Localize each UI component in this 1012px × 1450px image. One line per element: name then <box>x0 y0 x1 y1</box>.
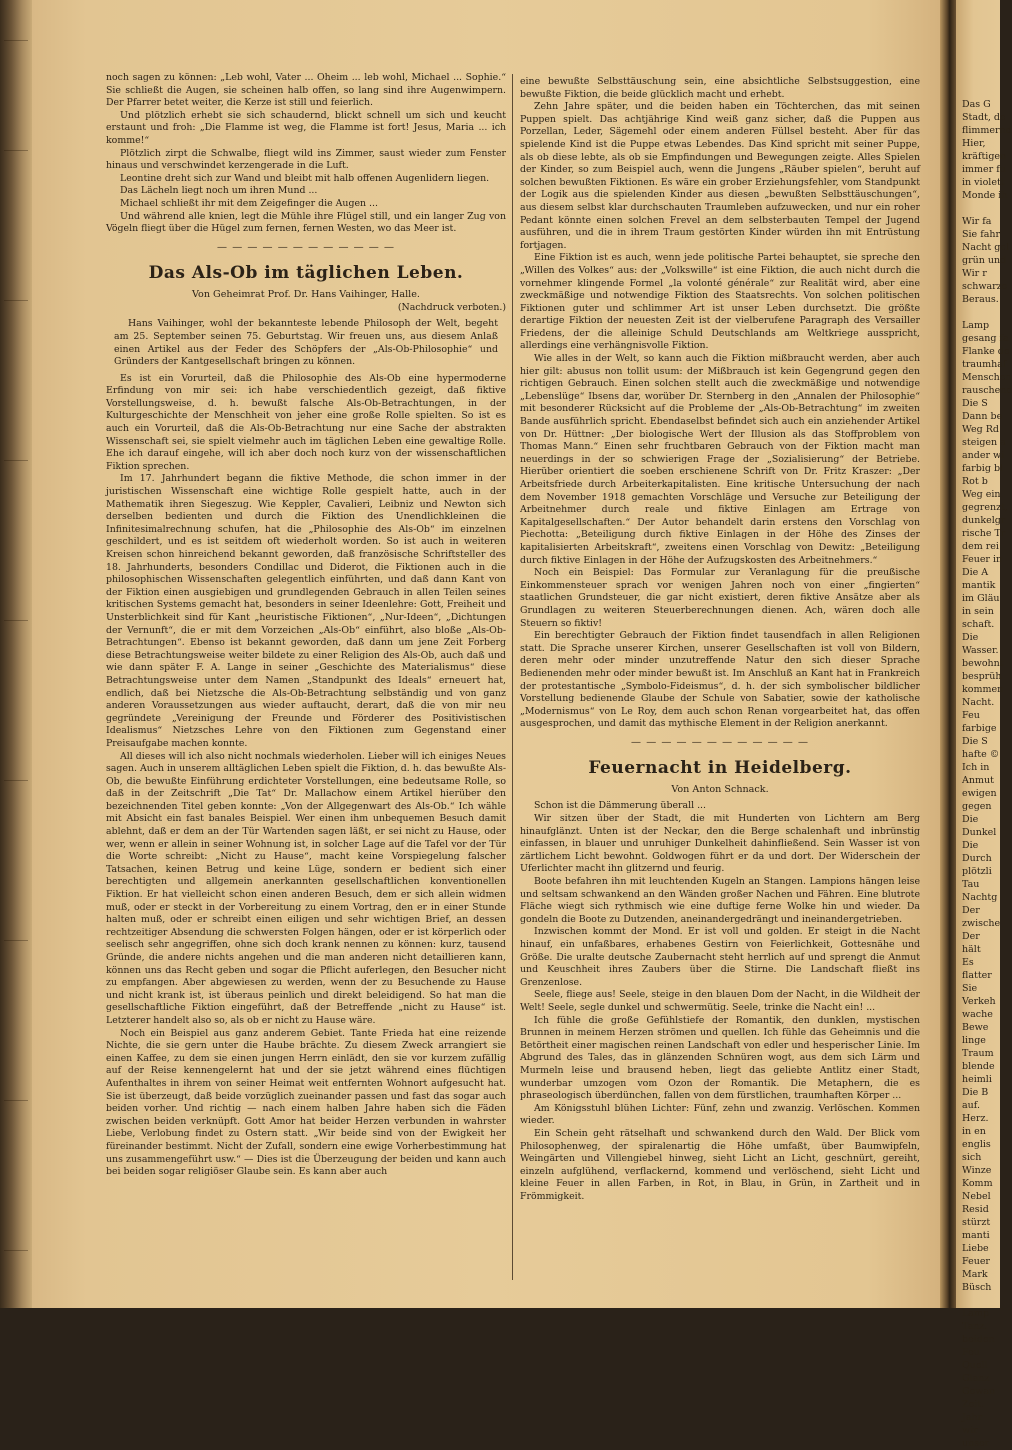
adjacent-page-text-fragment: Die B <box>962 1087 989 1098</box>
paragraph: Und plötzlich erhebt sie sich schaudernd, blickt schnell um sich und keucht erstaunt und froh: „Die Flamme ist weg, die Flamme ist fort! Jesus, Maria ... ich komme!“ <box>106 109 506 146</box>
adjacent-page-text-fragment: flatter <box>962 970 992 981</box>
adjacent-page-text-fragment: steigen a <box>962 437 1006 448</box>
section-separator: — — — — — — — — — — — — <box>217 241 395 253</box>
right-column <box>520 76 920 1286</box>
adjacent-page-text-fragment: Sie fahr <box>962 229 1001 240</box>
adjacent-page-text-fragment: gegen <box>962 801 992 812</box>
adjacent-page-text-fragment: Glanz <box>962 1373 990 1384</box>
adjacent-page-text-fragment: Ich in <box>962 762 990 773</box>
adjacent-page-text-fragment: unser <box>962 1438 990 1449</box>
article-body <box>520 800 920 1203</box>
adjacent-page-text-fragment: Lamp <box>962 320 990 331</box>
adjacent-page-text-fragment: Anmut <box>962 775 994 786</box>
article-body <box>106 373 506 1179</box>
adjacent-page-text-fragment: Büsch <box>962 1282 992 1293</box>
paragraph: Im 17. Jahrhundert begann die fiktive Methode, die schon immer in der juristischen Wissenschaft eine wichtige Rolle gespielt hatte, auch in der Mathematik ihren Siegeszug. Wie Keppler, Cavalieri, Leibniz und Newton sich derselben bedienten und durch die Fiktion des Unendlichkleinen die Infinitesimalrechnung schufen, hat die „Philosophie des Als-Ob“ im einzelnen geschildert, und es ist seitdem oft wiederholt worden. So ist auch in weiteren Kreisen schon hinreichend bekannt geworden, daß französische Schriftsteller des 18. Jahrhunderts, besonders Condillac und Diderot, die Fiktionen auch in die philosophischen Wissenschaften gelegentlich einführten, und daß dann Kant von der Fiktion einen ausgiebigen und grundlegenden Gebrauch in allen Teilen seines kritischen Systems gemacht hat, besonders in seiner Ideenlehre: Gott, Freiheit und Unsterblichkeit sind für Kant „heuristische Fiktionen“, „Nur-Ideen“, „Dichtungen der Vernunft“, die er mit dem Vorzeichen „Als-Ob“ einführt, also bloße „Als-Ob-Betrachtungen“. Ebenso ist bekannt geworden, daß dann um jene Zeit Forberg diese Betrachtungsweise weiter bildete zu einer Religion des Als-Ob, auch daß und wie dann später F. A. Lange in seiner „Geschichte des Materialismus“ diese Betrachtungsweise unter dem Namen „Standpunkt des Ideals“ erneuert hat, endlich, daß bei Nietzsche die Als-Ob-Betrachtung selbständig und von ganz anderen Voraussetzungen aus wieder auftaucht, derart, daß die von mir neu gegründete „Vereinigung der Freunde und Förderer des Positivistischen Idealismus“ Nietzsches Lehre von den Fiktionen zum Gegenstand einer Preisaufgabe machen konnte. <box>106 473 506 749</box>
paragraph: Inzwischen kommt der Mond. Er ist voll und golden. Er steigt in die Nacht hinauf, ein unfaßbares, erhabenes Gestirn von Feierlichkeit, Gottesnähe und Größe. Die uralte deutsche Zaubernacht steht herrlich auf und sprengt die Anmut und Keuschheit ihres Zaubers über die Stirne. Die Landschaft fließt ins Grenzenlose. <box>520 926 920 988</box>
adjacent-page-text-fragment: ander wi <box>962 450 1005 461</box>
adjacent-page-text-fragment: Menschen <box>962 372 1012 383</box>
paragraph: Ich fühle die große Gefühlstiefe der Romantik, den dunklen, mystischen Brunnen in meinem Herzen strömen und quellen. Ich fühle das Geheimnis und die Betörtheit einer magischen reinen Landschaft von edler und hesperischer Linie. Im Abgrund des Tales, das in glänzenden Schnüren wogt, aus dem sich Lärm und Murmeln leise und brausend heben, liegt das geliebte Antlitz einer Stadt, wunderbar umzogen vom Ozon der Romantik. Die Metaphern, die es phraseologisch überdünchen, fallen von dem fürstlichen, traumhaften Körper ... <box>520 1014 920 1102</box>
adjacent-page-text-fragment: flimmernd <box>962 125 1012 136</box>
adjacent-page-text-fragment: Der <box>962 931 980 942</box>
article-headline: Das Als-Ob im täglichen Leben. <box>148 263 464 284</box>
adjacent-page-text-fragment: immer fu <box>962 164 1006 175</box>
paragraph: Wir sitzen über der Stadt, die mit Hunderten von Lichtern am Berg hinaufglänzt. Unten ist der Neckar, den die Berge schalenhaft und inbrünstig einfassen, in blauer und unruhiger Dunkelheit dahinfließend. Sein Wasser ist von zärtlichem Licht bewohnt. Goldwogen führt er da und dort. Der Widerschein der Uferlichter macht ihn glitzernd und feurig. <box>520 813 920 875</box>
paragraph: Eine Fiktion ist es auch, wenn jede politische Partei behauptet, sie spreche den „Willen des Volkes“ aus: der „Volkswille“ ist eine Fiktion, die auch nicht durch die vornehmer klingende Formel „la volonté générale“ zur Realität wird, aber eine zweckmäßige und notwendige Fiktion des Staatsrechts. Von solchen politischen Fiktionen guter und schlimmer Art ist unser Leben durchsetzt. Die größte derartige Fiktion der neuesten Zeit ist der vielberufene Paragraph des Versailler Friedens, der die alleinige Schuld Deutschlands am Weltkriege ausspricht, allerdings eine verhängnisvolle Fiktion. <box>520 252 920 352</box>
adjacent-page-text-fragment: Tau <box>962 879 980 890</box>
paragraph: Schon ist die Dämmerung überall ... <box>534 800 707 812</box>
adjacent-page-text-fragment: Der <box>962 905 980 916</box>
adjacent-page-text-fragment: im Gläu <box>962 593 1000 604</box>
adjacent-page-text-fragment: Die S <box>962 736 988 747</box>
adjacent-page-text-fragment: Nebel <box>962 1191 991 1202</box>
adjacent-page-text-fragment: Stadt, de <box>962 112 1006 123</box>
paragraph: Noch ein Beispiel: Das Formular zur Veranlagung für die preußische Einkommensteuer sprach vor wenigen Jahren noch von einer „fingierten“ staatlichen Grundsteuer, die gar nicht existiert, deren fiktive Ansätze aber als Grundlagen zu weiteren Steuerberechnungen dienen. Ach, wären doch alle Steuern so fiktiv! <box>520 567 920 629</box>
adjacent-page-text-fragment: wache <box>962 1009 993 1020</box>
book-spine <box>0 0 32 1308</box>
adjacent-page-text-fragment: auf. <box>962 1100 980 1111</box>
adjacent-page-text-fragment: traumhaf <box>962 359 1007 370</box>
adjacent-page-text-fragment: Dann be <box>962 411 1003 422</box>
adjacent-page-text-fragment: in en <box>962 1126 986 1137</box>
section-separator: — — — — — — — — — — — — <box>631 736 809 748</box>
article-intro: Hans Vaihinger, wohl der bekannteste lebende Philosoph der Welt, begeht am 25. September seinen 75. Geburtstag. Wir freuen uns, aus diesem Anlaß einen Artikel aus der Feder des Schöpfers der „Als-Ob-Philosophie“ und Gründers der Kantgesellschaft bringen zu können. <box>114 318 498 368</box>
adjacent-page-text-fragment: Dunkel <box>962 827 997 838</box>
adjacent-page-text-fragment: Tanz. <box>962 1321 988 1332</box>
adjacent-page-text-fragment: rische Tr <box>962 528 1006 539</box>
adjacent-page-text-fragment: englis <box>962 1139 991 1150</box>
adjacent-page-text-fragment: gesang fa <box>962 333 1009 344</box>
adjacent-page-text-fragment: mantik <box>962 580 996 591</box>
adjacent-page-text-fragment: Die A <box>962 567 989 578</box>
adjacent-page-text-fragment: dem rei <box>962 541 999 552</box>
adjacent-page-text-fragment: linge <box>962 1035 986 1046</box>
adjacent-page-text-fragment: Nachtg <box>962 892 998 903</box>
adjacent-page-text-fragment: kommen <box>962 684 1004 695</box>
adjacent-page-text-fragment: hält <box>962 944 981 955</box>
paragraph: Plötzlich zirpt die Schwalbe, fliegt wild ins Zimmer, saust wieder zum Fenster hinaus und verschwindet kerzengerade in die Luft. <box>106 147 506 172</box>
adjacent-page-text-fragment: Bewe <box>962 1022 989 1033</box>
adjacent-page-text-fragment: Verkeh <box>962 996 996 1007</box>
adjacent-page-text-fragment: Hier, <box>962 138 986 149</box>
adjacent-page-text-fragment: Jahr <box>962 1412 983 1423</box>
paragraph: Leontine dreht sich zur Wand und bleibt mit halb offenen Augenlidern liegen. <box>120 172 490 184</box>
paragraph: Zehn Jahre später, und die beiden haben ein Töchterchen, das mit seinen Puppen spielt. Das achtjährige Kind weiß ganz sicher, daß die Puppen aus Porzellan, Leder, Sägemehl oder einem anderen Füllsel besteht. Aber für das spielende Kind ist die Puppe etwas Lebendes. Das Kind spricht mit seiner Puppe, als ob diese lebte, als ob sie Empfindungen und Bewegungen zeigte. Alles Spielen der Kinder, so zum Beispiel auch, wenn die Jungens „Räuber spielen“, beruht auf solchen bewußten Fiktionen. Es wäre ein grober Erziehungsfehler, vom Standpunkt der Logik aus die spielenden Kinder aus diesen „bewußten Selbsttäuschungen“, aus diesem selbst klar durchschauten Traumleben aufzuwecken, und nur ein roher Pedant könnte einen solchen Frevel an dem selbsterbauten Tempel der Jugend ausführen, und die in ihrem Traum gestörten Kinder würden ihn mit Entrüstung fortjagen. <box>520 101 920 251</box>
paragraph: Boote befahren ihn mit leuchtenden Kugeln an Stangen. Lampions hängen leise und seltsam schwankend an den Wänden großer Nachen und Fähren. Eine blutrote Fläche wiegt sich rythmisch wie eine duftige ferne Wolke hin und wieder. Da gondeln die Boote zu Dutzenden, aneinandergedrängt und ineinandergetrieben. <box>520 876 920 925</box>
paragraph: Es ist ein Vorurteil, daß die Philosophie des Als-Ob eine hypermoderne Erfindung von mir sei: ich habe verschiedentlich gezeigt, daß fiktive Vorstellungsweise, d. h. bewußt falsche Als-Ob-Betrachtungen, in der Kulturgeschichte der Menschheit von jeher eine große Rolle spielten. So ist es auch ein Vorurteil, daß die Als-Ob-Betrachtung nur eine Sache der abstrakten Wissenschaft sei, sie spielt vielmehr auch im täglichen Leben eine gewaltige Rolle. Ehe ich darauf eingehe, will ich aber doch noch kurz von der wissenschaftlichen Fiktion sprechen. <box>106 372 506 472</box>
adjacent-page-text-fragment: Rot b <box>962 476 988 487</box>
adjacent-page-text-fragment: farbige <box>962 723 997 734</box>
adjacent-page-text-fragment: schaft. <box>962 619 995 630</box>
article-byline: Von Anton Schnack. <box>671 784 769 796</box>
adjacent-page-text-fragment: wir <box>962 1425 978 1436</box>
adjacent-page-text-fragment: Herz. <box>962 1113 989 1124</box>
adjacent-page-text-fragment: Nacht gel <box>962 242 1009 253</box>
adjacent-page-text-fragment: hafte © <box>962 749 1000 760</box>
adjacent-page-text-fragment: manti <box>962 1230 990 1241</box>
paragraph: Am Königsstuhl blühen Lichter: Fünf, zehn und zwanzig. Verlöschen. Kommen wieder. <box>520 1102 920 1127</box>
adjacent-page-text-fragment: in violett <box>962 177 1005 188</box>
adjacent-page-text-fragment: blende <box>962 1061 995 1072</box>
paragraph: eine bewußte Selbsttäuschung sein, eine absichtliche Selbstsuggestion, eine bewußte Fiktion, die beide glücklich macht und erhebt. <box>520 76 920 100</box>
left-column <box>106 72 506 1282</box>
adjacent-page-text-fragment: ewigen <box>962 788 997 799</box>
adjacent-page-text-fragment: Das G <box>962 99 991 110</box>
article-headline: Feuernacht in Heidelberg. <box>588 758 852 779</box>
adjacent-page-text-fragment: schwarze <box>962 281 1008 292</box>
article-byline: Von Geheimrat Prof. Dr. Hans Vaihinger, Halle. <box>192 289 420 301</box>
adjacent-page-text-fragment: Die <box>962 814 979 825</box>
adjacent-page-text-fragment: Weg Rd <box>962 424 999 435</box>
adjacent-page-text-fragment: Feu <box>962 710 980 721</box>
paragraph: noch sagen zu können: „Leb wohl, Vater ... Oheim ... leb wohl, Michael ... Sophie.“ Sie schließt die Augen, sie scheinen halb offen, so lang sind ihre Augenwimpern. Der Pfarrer betet weiter, die Kerze ist still und feierlich. <box>106 72 506 109</box>
adjacent-page-text-fragment: beiden <box>962 1334 995 1345</box>
adjacent-page-text-fragment: rauschend <box>962 385 1012 396</box>
adjacent-page-text-fragment: Wir r <box>962 268 987 279</box>
adjacent-page-text-fragment: Nacht. <box>962 697 995 708</box>
adjacent-page-text-fragment: Die <box>962 840 979 851</box>
adjacent-page-text-fragment: bewohnt <box>962 658 1004 669</box>
adjacent-page-text-fragment: Monde ih <box>962 190 1008 201</box>
paragraph: Michael schließt ihr mit dem Zeigefinger die Augen ... <box>120 197 378 209</box>
paragraph: Wie alles in der Welt, so kann auch die Fiktion mißbraucht werden, aber auch hier gilt: abusus non tollit usum: der Mißbrauch ist kein Gegengrund gegen den richtigen Gebrauch. Einen solchen stellt auch die zweckmäßige und notwendige „Lebenslüge“ Ibsens dar, worüber Dr. Sternberg in den „Annalen der Philosophie“ mit besonderer Rücksicht auf die Probleme der „Als-Ob-Betrachtung“ im zweiten Bande ausführlich spricht. Ebendaselbst befindet sich auch ein anziehender Artikel von Dr. Hüttner: „Der biologische Wert der Illusion als das Stoffproblem von Thomas Mann.“ Einen sehr fruchtbaren Gebrauch von der Fiktion macht man neuerdings in der so schwierigen Frage der „Sozialisierung“ der Betriebe. Hierüber orientiert die soeben erschienene Schrift von Dr. Fritz Kraszer: „Der Arbeitsfriede durch Arbeiterkapitalisten. Eine kritische Untersuchung der nach dem November 1918 gemachten Vorschläge und Versuche zur Beteiligung der Arbeitnehmer durch reale und fiktive Einlagen am Ertrage von Kapitalgesellschaften.“ Der Autor behandelt darin erstens den Vorschlag von Piechotta: „Beteiligung durch fiktive Einlagen in der Höhe des Zinses der kapitalisierten Arbeitskraft“, zweitens einen Vorschlag von Dewitz: „Beteiligung durch fiktive Einlagen in der Höhe der Aufzugskosten des Arbeitnehmers.“ <box>520 353 920 566</box>
reprint-note: (Nachdruck verboten.) <box>397 302 506 314</box>
adjacent-page-text-fragment: Gewan <box>962 1386 996 1397</box>
adjacent-page-text-fragment: Lamp <box>962 1308 990 1319</box>
page-gutter <box>940 0 956 1308</box>
adjacent-page-text-fragment: Winze <box>962 1165 992 1176</box>
adjacent-page-text-fragment: grün und <box>962 255 1007 266</box>
adjacent-page-text-fragment: plötzli <box>962 866 992 877</box>
adjacent-page-text-fragment: dunkelgr <box>962 515 1006 526</box>
adjacent-page-text-fragment: Es <box>962 957 974 968</box>
adjacent-page-text-fragment: Resid <box>962 1204 989 1215</box>
adjacent-page-text-fragment: Die S <box>962 398 988 409</box>
adjacent-page-text-fragment: Flanke de <box>962 346 1010 357</box>
adjacent-page-text-fragment: besprüh <box>962 671 1002 682</box>
paragraph: Noch ein Beispiel aus ganz anderem Gebiet. Tante Frieda hat eine reizende Nichte, die sie gern unter die Haube brächte. Zu diesem Zweck arrangiert sie einen Kaffee, zu dem sie einen jungen Herrn einlädt, den sie vor kurzem zufällig auf der Reise kennengelernt hat und der sie jetzt während eines flüchtigen Aufenthaltes in ihrem von seiner Heimat weit entfernten Wohnort aufgesucht hat. Sie ist überzeugt, daß beide vorzüglich zueinander passen und fast das sogar auch beiden vorher. Und richtig — nach einem halben Jahre haben sich die Fäden zwischen beiden verknüpft. Gott Amor hat beider Herzen verbunden in wahrster Liebe, Verlobung findet zu Ostern statt. „Wir beide sind von der Ewigkeit her füreinander bestimmt. Nicht der Zufall, sondern eine ewige Vorherbestimmung hat uns zusammengeführt usw.“ — Dies ist die Überzeugung der beiden und kann auch bei beiden sogar religiöser Glaube sein. Es kann aber auch <box>106 1027 506 1178</box>
column-divider <box>512 74 513 1280</box>
adjacent-page-text-fragment: zwische <box>962 918 1001 929</box>
adjacent-page-text-fragment: Traum <box>962 1048 994 1059</box>
adjacent-page-text-fragment: sich <box>962 1152 982 1163</box>
adjacent-page-text-fragment: Liebe <box>962 1243 989 1254</box>
adjacent-page-text-fragment: kräftigen <box>962 151 1007 162</box>
paragraph: Das Lächeln liegt noch um ihren Mund ... <box>120 185 318 197</box>
adjacent-page-text-fragment: stürzt <box>962 1217 991 1228</box>
story-ending <box>106 72 506 236</box>
adjacent-page-text-fragment: farbig bl <box>962 463 1004 474</box>
newspaper-page <box>32 0 940 1308</box>
adjacent-page-text-fragment: Quell <box>962 1360 988 1371</box>
adjacent-page-text-fragment: Sie <box>962 983 978 994</box>
article-continuation <box>520 76 920 731</box>
paragraph: All dieses will ich also nicht nochmals wiederholen. Lieber will ich einiges Neues sagen. Auch in unserem alltäglichen Leben spielt die Fiktion, d. h. das bewußte Als-Ob, die bewußte Einführung erdichteter Vorstellungen, eine bedeutsame Rolle, so daß in der Zeitschrift „Die Tat“ Dr. Mallachow einem Artikel hierüber den bezeichnenden Titel geben konnte: „Von der Allgegenwart des Als-Ob.“ Ich wähle mit Absicht ein fast banales Beispiel. Wer einen ihm unbequemen Besuch damit ablehnt, daß er dem an der Tür Wartenden sagen läßt, er sei nicht zu Hause, oder wer, wenn er allein in seiner Wohnung ist, in solcher Lage auf die Tafel vor der Tür die Worte schreibt: „Nicht zu Hause“, macht keine Vorspiegelung falscher Tatsachen, keinen Betrug und keine Lüge, sondern er bedient sich einer berechtigten und allgemein anerkannten gesellschaftlichen konventionellen Fiktion. Er hat vielleicht schon einen anderen Besuch, dem er sich allein widmen muß, oder er steckt in der Vorbereitung zu einem Vortrag, den er in einer Stunde halten muß, oder er schreibt einen eiligen und sehr wichtigen Brief, an dessen rechtzeitiger Absendung die schwersten Folgen hängen, oder er ist körperlich oder seelisch sehr angegriffen, ohne sich doch krank nennen zu können: kurz, tausend Gründe, die andere nichts angehen und die man anderen nicht detaillieren kann, können uns das Recht geben und sogar die Pflicht auferlegen, den Besucher nicht zu empfangen. Aber abgewiesen zu werden, wenn der zu Besuchende zu Hause und nicht krank ist, ist überaus peinlich und direkt beleidigend. So hat man die gesellschaftliche Fiktion eingeführt, daß der Betreffende „nicht zu Hause“ ist. Letzterer handelt also so, als ob er nicht zu Hause wäre. <box>106 750 506 1026</box>
adjacent-page-text-fragment: Zeit. <box>962 1399 985 1410</box>
paragraph: Seele, fliege aus! Seele, steige in den blauen Dom der Nacht, in die Wildheit der Welt! Seele, segle dunkel und schwermütig. Seele, trinke die Nacht ein! ... <box>520 989 920 1013</box>
adjacent-page-text-fragment: Wir fa <box>962 216 992 227</box>
adjacent-page-text-fragment: Die <box>962 632 979 643</box>
adjacent-page-text-fragment: Durch <box>962 853 992 864</box>
adjacent-page-text-fragment: Komm <box>962 1178 993 1189</box>
adjacent-page-text-fragment: in sein <box>962 606 994 617</box>
adjacent-page-text-fragment: Feuer <box>962 1256 990 1267</box>
adjacent-page-text-fragment: Beraus. <box>962 294 999 305</box>
adjacent-page-text-fragment: Mark <box>962 1269 988 1280</box>
paragraph: Und während alle knien, legt die Mühle ihre Flügel still, und ein langer Zug von Vögeln fliegt über die Hügel zum fernen, fernen Westen, wo das Meer ist. <box>106 210 506 235</box>
adjacent-page-text-fragment: heimli <box>962 1074 992 1085</box>
paragraph: Ein Schein geht rätselhaft und schwankend durch den Wald. Der Blick vom Philosophenweg, der spiralenartig die Höhe umfaßt, über Baumwipfeln, Weingärten und Villengiebel hinweg, sieht Licht an Licht, geschnürt, gereiht, einzeln aufglühend, verflackernd, kommend und verlöschend, sieht Licht und kleine Feuer in allen Farben, in Rot, in Blau, in Grün, in Zartheit und in Frömmigkeit. <box>520 1127 920 1202</box>
adjacent-page-text-fragment: Feuer in <box>962 554 1003 565</box>
adjacent-page-text-fragment: gegrenzt, <box>962 502 1008 513</box>
adjacent-page-text-fragment: Wasser. <box>962 645 999 656</box>
adjacent-page-text-fragment: Feu <box>962 1347 980 1358</box>
paragraph: Ein berechtigter Gebrauch der Fiktion findet tausendfach in allen Religionen statt. Die Sprache unserer Kirchen, unserer Gesellschaften ist voll von Bildern, deren mehr oder minder unzutreffende Natur den sich dieser Sprache Bedienenden mehr oder minder bewußt ist. Im Anschluß an Kant hat in Frankreich der protestantische „Symbolo-Fideismus“, d. h. der sich symbolischer bildlicher Vorstellung bedienende Glaube der Schule von Sabatier, sowie der katholische „Modernismus“ von Le Roy, dem auch schon Renan vorgearbeitet hat, das offen ausgesprochen, und damit das mythische Element in der Religion anerkannt. <box>520 630 920 730</box>
adjacent-page-edge <box>956 0 1012 1449</box>
adjacent-page-text-fragment: Weg ein <box>962 489 1001 500</box>
